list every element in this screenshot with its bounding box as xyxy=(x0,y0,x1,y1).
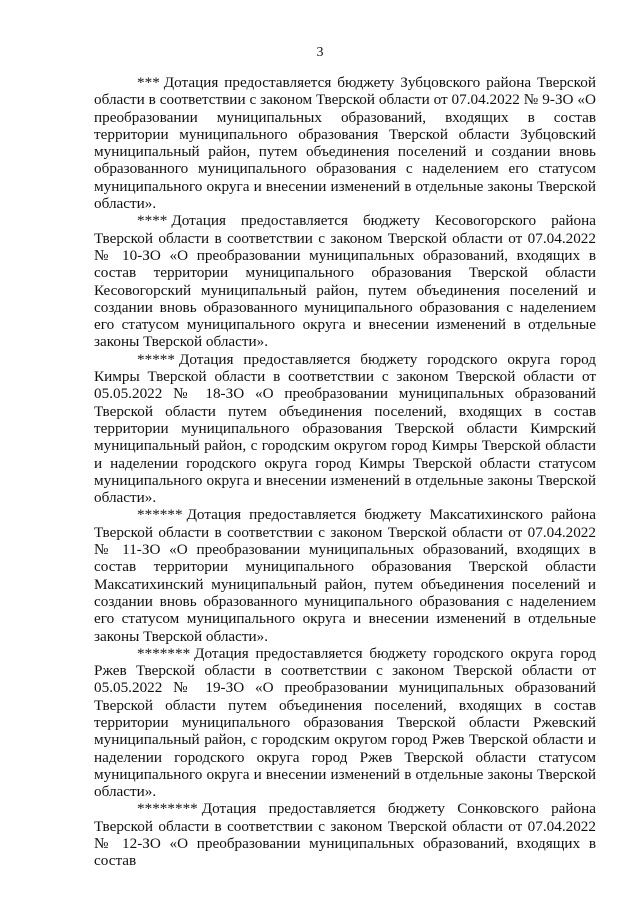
footnote-text: Дотация предоставляется бюджету Сонковского района Тверской области в соответствии с законом Тверской области от 07.04.2022 № 12-ЗО «О преобразовании муниципальных образований, входящих в состав xyxy=(94,800,596,870)
footnote-maksatikhinsky xyxy=(94,506,596,644)
footnote-text: Дотация предоставляется бюджету городского округа город Ржев Тверской области в соответствии с законом Тверской области от 05.05.2022 № 19-ЗО «О преобразовании муниципальных образований Тверской области путем объединения поселений, входящих в состав территории муниципального образования Тверской области Ржевский муниципальный район, с городским округом город Ржев Тверской области и наделении городского округа город Ржев Тверской области статусом муниципального округа и внесении изменений в отдельные законы Тверской области». xyxy=(94,644,596,801)
footnote-rzhev xyxy=(94,645,596,801)
footnote-sonkovsky xyxy=(94,800,596,869)
page-number: 3 xyxy=(316,45,324,60)
footnote-marker: ***** xyxy=(137,350,175,368)
footnote-text: Дотация предоставляется бюджету Кесовогорского района Тверской области в соответствии с законом Тверской области от 07.04.2022 № 10-ЗО «О преобразовании муниципальных образований, входящих в состав территории муниципального образования Тверской области Кесовогорский муниципальный район, путем объединения поселений и создании вновь образованного муниципального образования с наделением его статусом муниципального округа и внесении изменений в отдельные законы Тверской области». xyxy=(94,212,596,351)
footnote-text: Дотация предоставляется бюджету Максатихинского района Тверской области в соответствии с законом Тверской области от 07.04.2022 № 11-ЗО «О преобразовании муниципальных образований, входящих в состав территории муниципального образования Тверской области Максатихинский муниципальный район, путем объединения поселений и создании вновь образованного муниципального образования с наделением его статусом муниципального округа и внесении изменений в отдельные законы Тверской области». xyxy=(94,506,596,645)
footnote-kesovogorsky xyxy=(94,212,596,350)
footnote-zubtsovsky xyxy=(94,74,596,212)
footnotes-section xyxy=(94,74,596,870)
footnote-text: Дотация предоставляется бюджету Зубцовского района Тверской области в соответствии с законом Тверской области от 07.04.2022 № 9-ЗО «О преобразовании муниципальных образований, входящих в состав территории муниципального образования Тверской области Зубцовский муниципальный район, путем объединения поселений и создании вновь образованного муниципального образования с наделением его статусом муниципального округа и внесении изменений в отдельные законы Тверской области». xyxy=(94,74,596,213)
footnote-marker: ****** xyxy=(137,506,183,524)
footnote-text: Дотация предоставляется бюджету городского округа город Кимры Тверской области в соответствии с законом Тверской области от 05.05.2022 № 18-ЗО «О преобразовании муниципальных образований Тверской области путем объединения поселений, входящих в состав территории муниципального образования Тверской области Кимрский муниципальный район, с городским округом город Кимры Тверской области и наделении городского округа город Кимры Тверской области статусом муниципального округа и внесении изменений в отдельные законы Тверской области». xyxy=(94,350,596,507)
footnote-marker: ******* xyxy=(137,644,191,662)
footnote-marker: ******** xyxy=(137,800,198,818)
footnote-kimry xyxy=(94,351,596,507)
footnote-marker: *** xyxy=(137,74,160,91)
footnote-marker: **** xyxy=(137,212,168,230)
